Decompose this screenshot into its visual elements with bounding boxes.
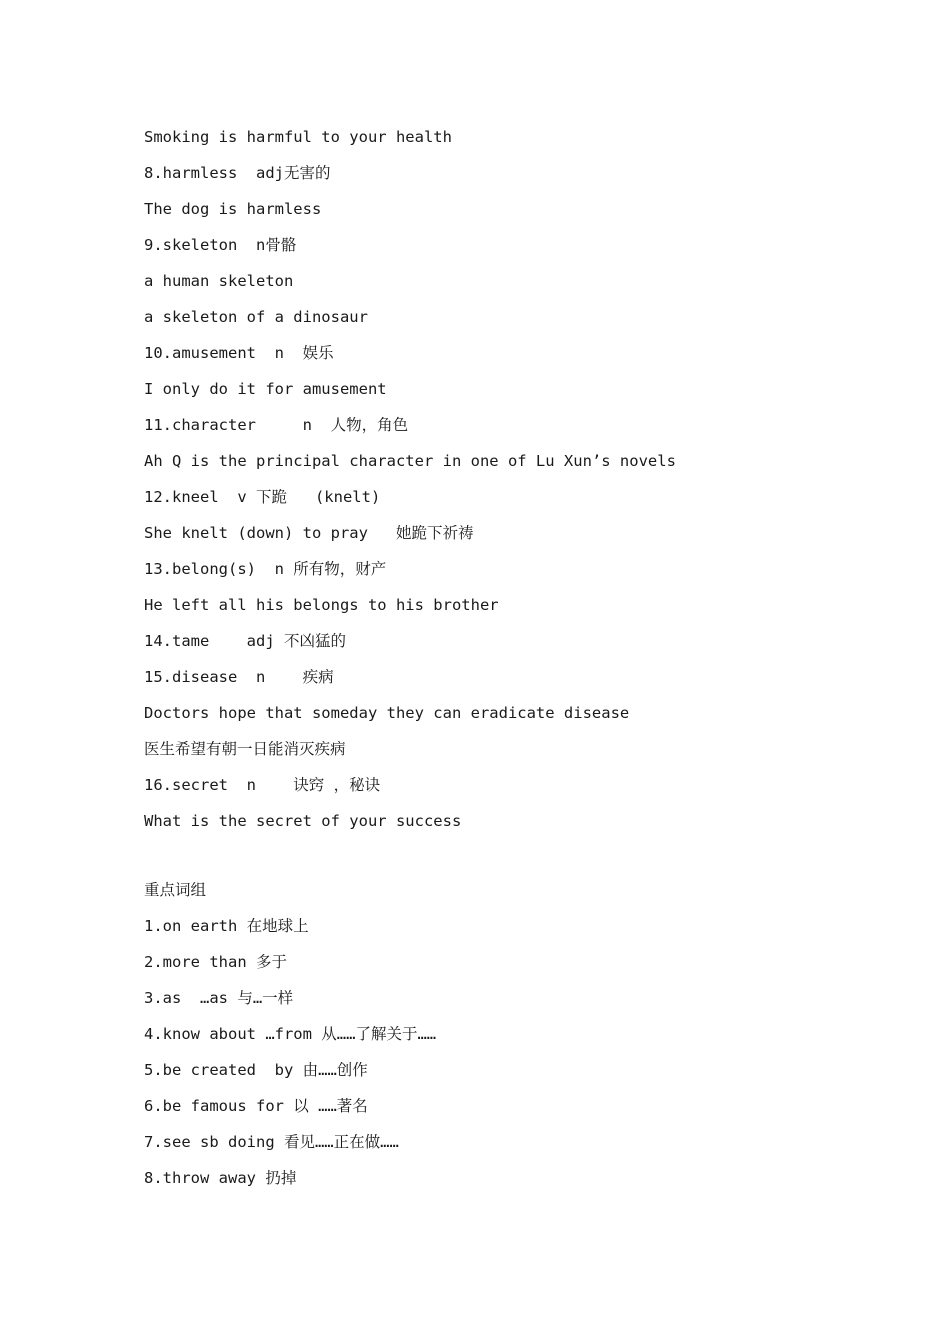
example-sentence: Doctors hope that someday they can eradicate disease (144, 704, 630, 722)
section-gap (144, 846, 904, 879)
vocab-entry: 10.amusement n 娱乐 (144, 344, 334, 362)
example-sentence: I only do it for amusement (144, 380, 387, 398)
vocab-entry: 9.skeleton n骨骼 (144, 236, 297, 254)
example-sentence: a human skeleton (144, 272, 294, 290)
vocab-entry: 14.tame adj 不凶猛的 (144, 632, 346, 650)
phrase-entry: 8.throw away 扔掉 (144, 1169, 297, 1187)
phrase-entry: 5.be created by 由……创作 (144, 1061, 368, 1079)
vocab-entry: 12.kneel v 下跪 (knelt) (144, 488, 381, 506)
example-sentence: The dog is harmless (144, 200, 322, 218)
vocab-entry: 8.harmless adj无害的 (144, 164, 331, 182)
phrase-entry: 2.more than 多于 (144, 953, 287, 971)
phrase-entry: 6.be famous for 以 ……著名 (144, 1097, 368, 1115)
example-sentence: She knelt (down) to pray 她跪下祈祷 (144, 524, 474, 542)
vocab-entry: 15.disease n 疾病 (144, 668, 334, 686)
section-heading: 重点词组 (144, 881, 207, 899)
example-sentence: a skeleton of a dinosaur (144, 308, 368, 326)
vocab-entry: 13.belong(s) n 所有物，财产 (144, 560, 387, 578)
example-sentence: He left all his belongs to his brother (144, 596, 499, 614)
phrase-entry: 4.know about …from 从……了解关于…… (144, 1025, 437, 1043)
example-sentence: What is the secret of your success (144, 812, 462, 830)
vocab-entry: 16.secret n 诀窍 ，秘诀 (144, 776, 381, 794)
vocab-entry: 11.character n 人物，角色 (144, 416, 409, 434)
example-sentence: Smoking is harmful to your health (144, 128, 452, 146)
phrase-entry: 1.on earth 在地球上 (144, 917, 309, 935)
phrase-entry: 7.see sb doing 看见……正在做…… (144, 1133, 399, 1151)
phrase-entry: 3.as …as 与…一样 (144, 989, 294, 1007)
example-translation: 医生希望有朝一日能消灭疾病 (144, 740, 346, 758)
example-sentence: Ah Q is the principal character in one of Lu Xun’s novels (144, 452, 676, 470)
document-content (144, 126, 904, 1203)
